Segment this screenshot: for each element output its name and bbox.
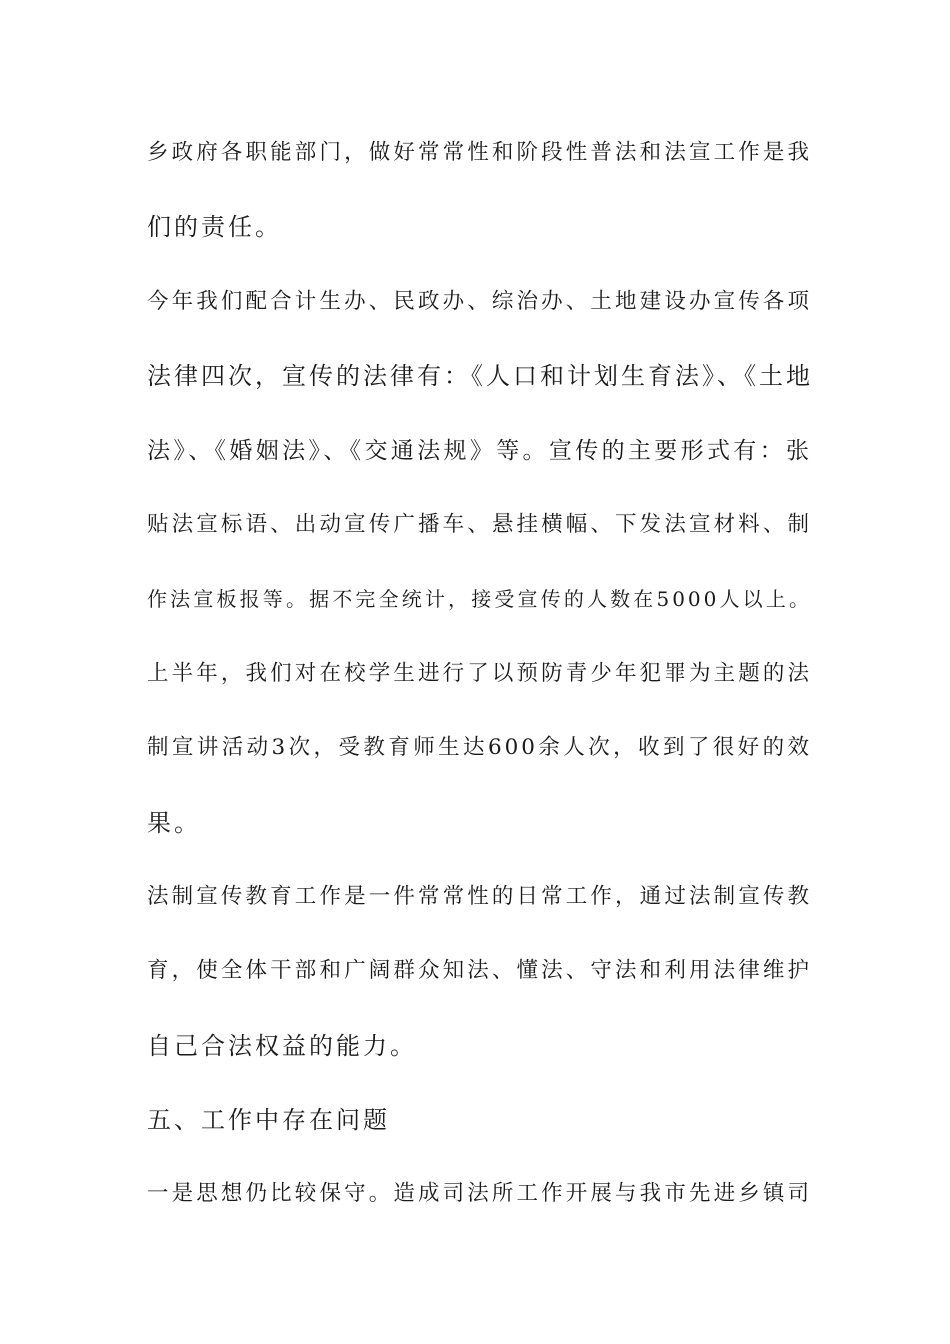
text-line: 贴法宣标语、出动宣传广播车、悬挂横幅、下发法宣材料、制 [147,511,812,537]
text-line: 一是思想仍比较保守。造成司法所工作开展与我市先进乡镇司 [147,1181,812,1207]
text-line: 自己合法权益的能力。 [147,1031,417,1060]
text-line: 们的责任。 [147,213,282,242]
section-heading: 五、工作中存在问题 [147,1106,390,1135]
text-line: 法制宣传教育工作是一件常常性的日常工作，通过法制宣传教 [147,883,812,909]
text-line: 法律四次，宣传的法律有：《人口和计划生育法》、《土地 [147,362,813,391]
text-line: 制宣讲活动3次，受教育师生达600余人次，收到了很好的效 [147,735,812,761]
text-line: 今年我们配合计生办、民政办、综治办、土地建设办宣传各项 [147,288,812,314]
text-line: 上半年，我们对在校学生进行了以预防青少年犯罪为主题的法 [147,660,812,686]
text-line: 作法宣板报等。据不完全统计，接受宣传的人数在5000人以上。 [147,587,812,612]
text-line: 乡政府各职能部门，做好常常性和阶段性普法和法宣工作是我 [147,140,812,165]
text-line: 果。 [147,808,201,837]
text-line: 育，使全体干部和广阔群众知法、懂法、守法和利用法律维护 [147,958,812,984]
document-body [147,128,812,1244]
text-line: 法》、《婚姻法》、《交通法规》等。宣传的主要形式有：张 [147,437,812,464]
